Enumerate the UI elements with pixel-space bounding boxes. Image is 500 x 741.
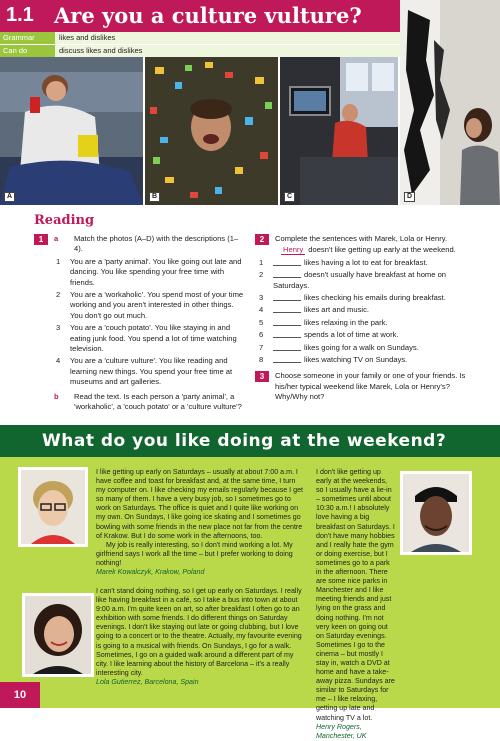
photo-b bbox=[145, 57, 278, 205]
henry-portrait bbox=[400, 471, 472, 555]
sentence-3: likes checking his emails during breakfast. bbox=[304, 293, 446, 303]
lola-paragraph: I can't stand doing nothing, so I get up early on Saturdays. I really like having breakfast in a café, so I take a bus into town at about 9:00 a.m. I'm quite keen on art, so after breakfast I often go to an exhibition with some friends. I do different things on Saturday evenings. I don't like staying out late or going clubbing, but I love going to a concert or to the theatre. Actually, my favourite evening is going to a musical with friends. On Sundays, I go for a walk. Sometimes, I go on a guided walk around a different part of my city. I like learning about the history of Barcelona – it's a really interesting city. bbox=[96, 587, 302, 677]
exercise-1a-label: a bbox=[54, 234, 59, 243]
weekend-feature bbox=[0, 425, 500, 740]
photo-c bbox=[280, 57, 398, 205]
sentence-2: doesn't usually have breakfast at home on Saturdays. bbox=[273, 270, 447, 290]
marek-portrait bbox=[18, 467, 88, 547]
exercise-2: 2 Complete the sentences with Marek, Lola or Henry. Henry doesn't like getting up early at the weekend. 1 likes having a lot to eat for breakfast. 2 doesn't usually have breakfast at home on Saturdays. 3 likes checking his emails during breakfast. 4 likes art and music. 5 likes relaxing in the park. 6 spends a lot of time at work. 7 likes going for a walk on Sundays. 8 likes watching TV on Sundays. 3 Choose someone in your family or one of your friends. Is his/her typical weekend like Marek, Lola or Henry's? Why/Why not? bbox=[255, 234, 473, 403]
exercise-1b-instruction: Read the text. Is each person a 'party animal', a 'workaholic', a 'couch potato' or a 'culture vulture'? bbox=[74, 391, 242, 412]
page-number: 10 bbox=[0, 682, 40, 708]
lola-signature: Lola Gutierrez, Barcelona, Spain bbox=[96, 677, 199, 686]
grammar-value: likes and dislikes bbox=[55, 32, 400, 44]
photo-label-c: C bbox=[284, 192, 295, 202]
description-2: You are a 'workaholic'. You spend most of your time working and you aren't interested in other things. You don't go out much. bbox=[70, 290, 244, 320]
answer-gap-1[interactable] bbox=[273, 258, 301, 266]
henry-signature: Henry Rogers, Manchester, UK bbox=[316, 722, 367, 740]
exercise-3-badge: 3 bbox=[255, 371, 269, 382]
lola-text bbox=[96, 587, 306, 687]
photo-label-a: A bbox=[4, 192, 15, 202]
answer-gap-3[interactable] bbox=[273, 293, 301, 301]
grammar-label: Grammar bbox=[0, 32, 55, 44]
photo-strip bbox=[0, 57, 500, 205]
answer-gap-8[interactable] bbox=[273, 355, 301, 363]
answer-gap-7[interactable] bbox=[273, 343, 301, 351]
photo-a bbox=[0, 57, 143, 205]
description-3: You are a 'couch potato'. You like staying in and eating junk food. You spend a lot of time watching television. bbox=[70, 323, 237, 354]
sentence-5: likes relaxing in the park. bbox=[304, 317, 388, 327]
can-do-label: Can do bbox=[0, 45, 55, 57]
description-1: You are a 'party animal'. You like going out late and dancing. You like spending your free time with friends. bbox=[70, 256, 242, 287]
exercise-3-instruction: Choose someone in your family or one of your friends. Is his/her typical weekend like Marek, Lola or Henry's? Why/Why not? bbox=[275, 371, 466, 402]
sentence-4: likes art and music. bbox=[304, 305, 369, 315]
photo-label-d: D bbox=[404, 192, 415, 202]
exercise-2-badge: 2 bbox=[255, 234, 269, 245]
sentence-6: spends a lot of time at work. bbox=[304, 330, 399, 340]
unit-number: 1.1 bbox=[6, 4, 34, 26]
can-do-row bbox=[0, 45, 400, 57]
exercise-2-instruction: Complete the sentences with Marek, Lola or Henry. bbox=[275, 234, 448, 243]
unit-title: Are you a culture vulture? bbox=[54, 3, 362, 28]
marek-paragraph-1: I like getting up early on Saturdays – usually at about 7:00 a.m. I have coffee and toast for breakfast and, at the same time, I turn my computer on. I like checking my emails regularly because I get so many of them. I have a very busy job, so I sometimes go to work on Saturdays. The office is quiet and I quite like working on my own. On Sundays, I like going ice skating and I sometimes go bowling with some friends in the new place not far from the centre of Krakow. But I do some work in the afternoons, too. bbox=[96, 468, 303, 540]
marek-paragraph-2: My job is really interesting, so I don't mind working a lot. My girlfriend says I work all the time – but I prefer working to doing nothing! bbox=[96, 540, 293, 567]
grammar-row bbox=[0, 32, 400, 44]
feature-banner bbox=[0, 425, 500, 457]
can-do-value: discuss likes and dislikes bbox=[55, 45, 400, 57]
exercise-3 bbox=[255, 371, 473, 402]
answer-gap-6[interactable] bbox=[273, 330, 301, 338]
answer-gap-4[interactable] bbox=[273, 305, 301, 313]
photo-label-b: B bbox=[149, 192, 160, 202]
feature-title: What do you like doing at the weekend? bbox=[42, 431, 447, 451]
henry-text-top bbox=[316, 468, 396, 741]
lola-portrait bbox=[22, 593, 94, 677]
marek-signature: Marek Kowalczyk, Krakow, Poland bbox=[96, 568, 205, 577]
henry-paragraph: I don't like getting up early at the weekends, so I usually have a lie-in – sometimes until about 10:30 a.m.! I absolutely love having a big breakfast on Saturdays. I don't have many hobbies and I really hate the gym or doing exercise, but I sometimes go to a park in the afternoon. There are some nice parks in Manchester and I like meeting friends and just lying on the grass and doing nothing. I'm not very keen on going out on Saturday evenings. Sometimes I go to the cinema – but mostly I stay in, watch a DVD at home and have a take-away pizza. Sundays are similar to Saturdays for me – I like relaxing, getting up late and watching TV a lot. bbox=[316, 468, 395, 722]
marek-text bbox=[96, 468, 306, 577]
exercise-1-badge: 1 bbox=[34, 234, 48, 245]
sentence-7: likes going for a walk on Sundays. bbox=[304, 342, 419, 352]
reading-heading: Reading bbox=[34, 213, 95, 228]
example-answer: Henry bbox=[283, 245, 304, 255]
exercise-1: 1 a Match the photos (A–D) with the descriptions (1–4). 1 You are a 'party animal'. You like going out late and dancing. You like spending your free time with friends. 2 You are a 'workaholic'. You spend most of your time working and you aren't interested in other things. You don't go out much. 3 You are a 'couch potato'. You like staying in and eating junk food. You spend a lot of time watching television. 4 You are a 'culture vulture'. You like reading and learning new things. You spend your free time at museums and art galleries. b Read the text. Is each person a 'party animal', a 'workaholic', a 'couch potato' or a 'culture vulture'? bbox=[34, 234, 244, 413]
exercise-1a-instruction: Match the photos (A–D) with the descriptions (1–4). bbox=[74, 234, 239, 254]
exercise-1b-label: b bbox=[54, 391, 59, 401]
sentence-1: likes having a lot to eat for breakfast. bbox=[304, 257, 428, 267]
answer-gap-5[interactable] bbox=[273, 318, 301, 326]
sentence-8: likes watching TV on Sundays. bbox=[304, 355, 408, 365]
description-4: You are a 'culture vulture'. You like reading and learning new things. You spend your free time at museums and art galleries. bbox=[70, 356, 233, 387]
unit-header bbox=[0, 0, 400, 32]
answer-gap-2[interactable] bbox=[273, 270, 301, 278]
example-sentence: doesn't like getting up early at the weekend. bbox=[308, 245, 456, 255]
